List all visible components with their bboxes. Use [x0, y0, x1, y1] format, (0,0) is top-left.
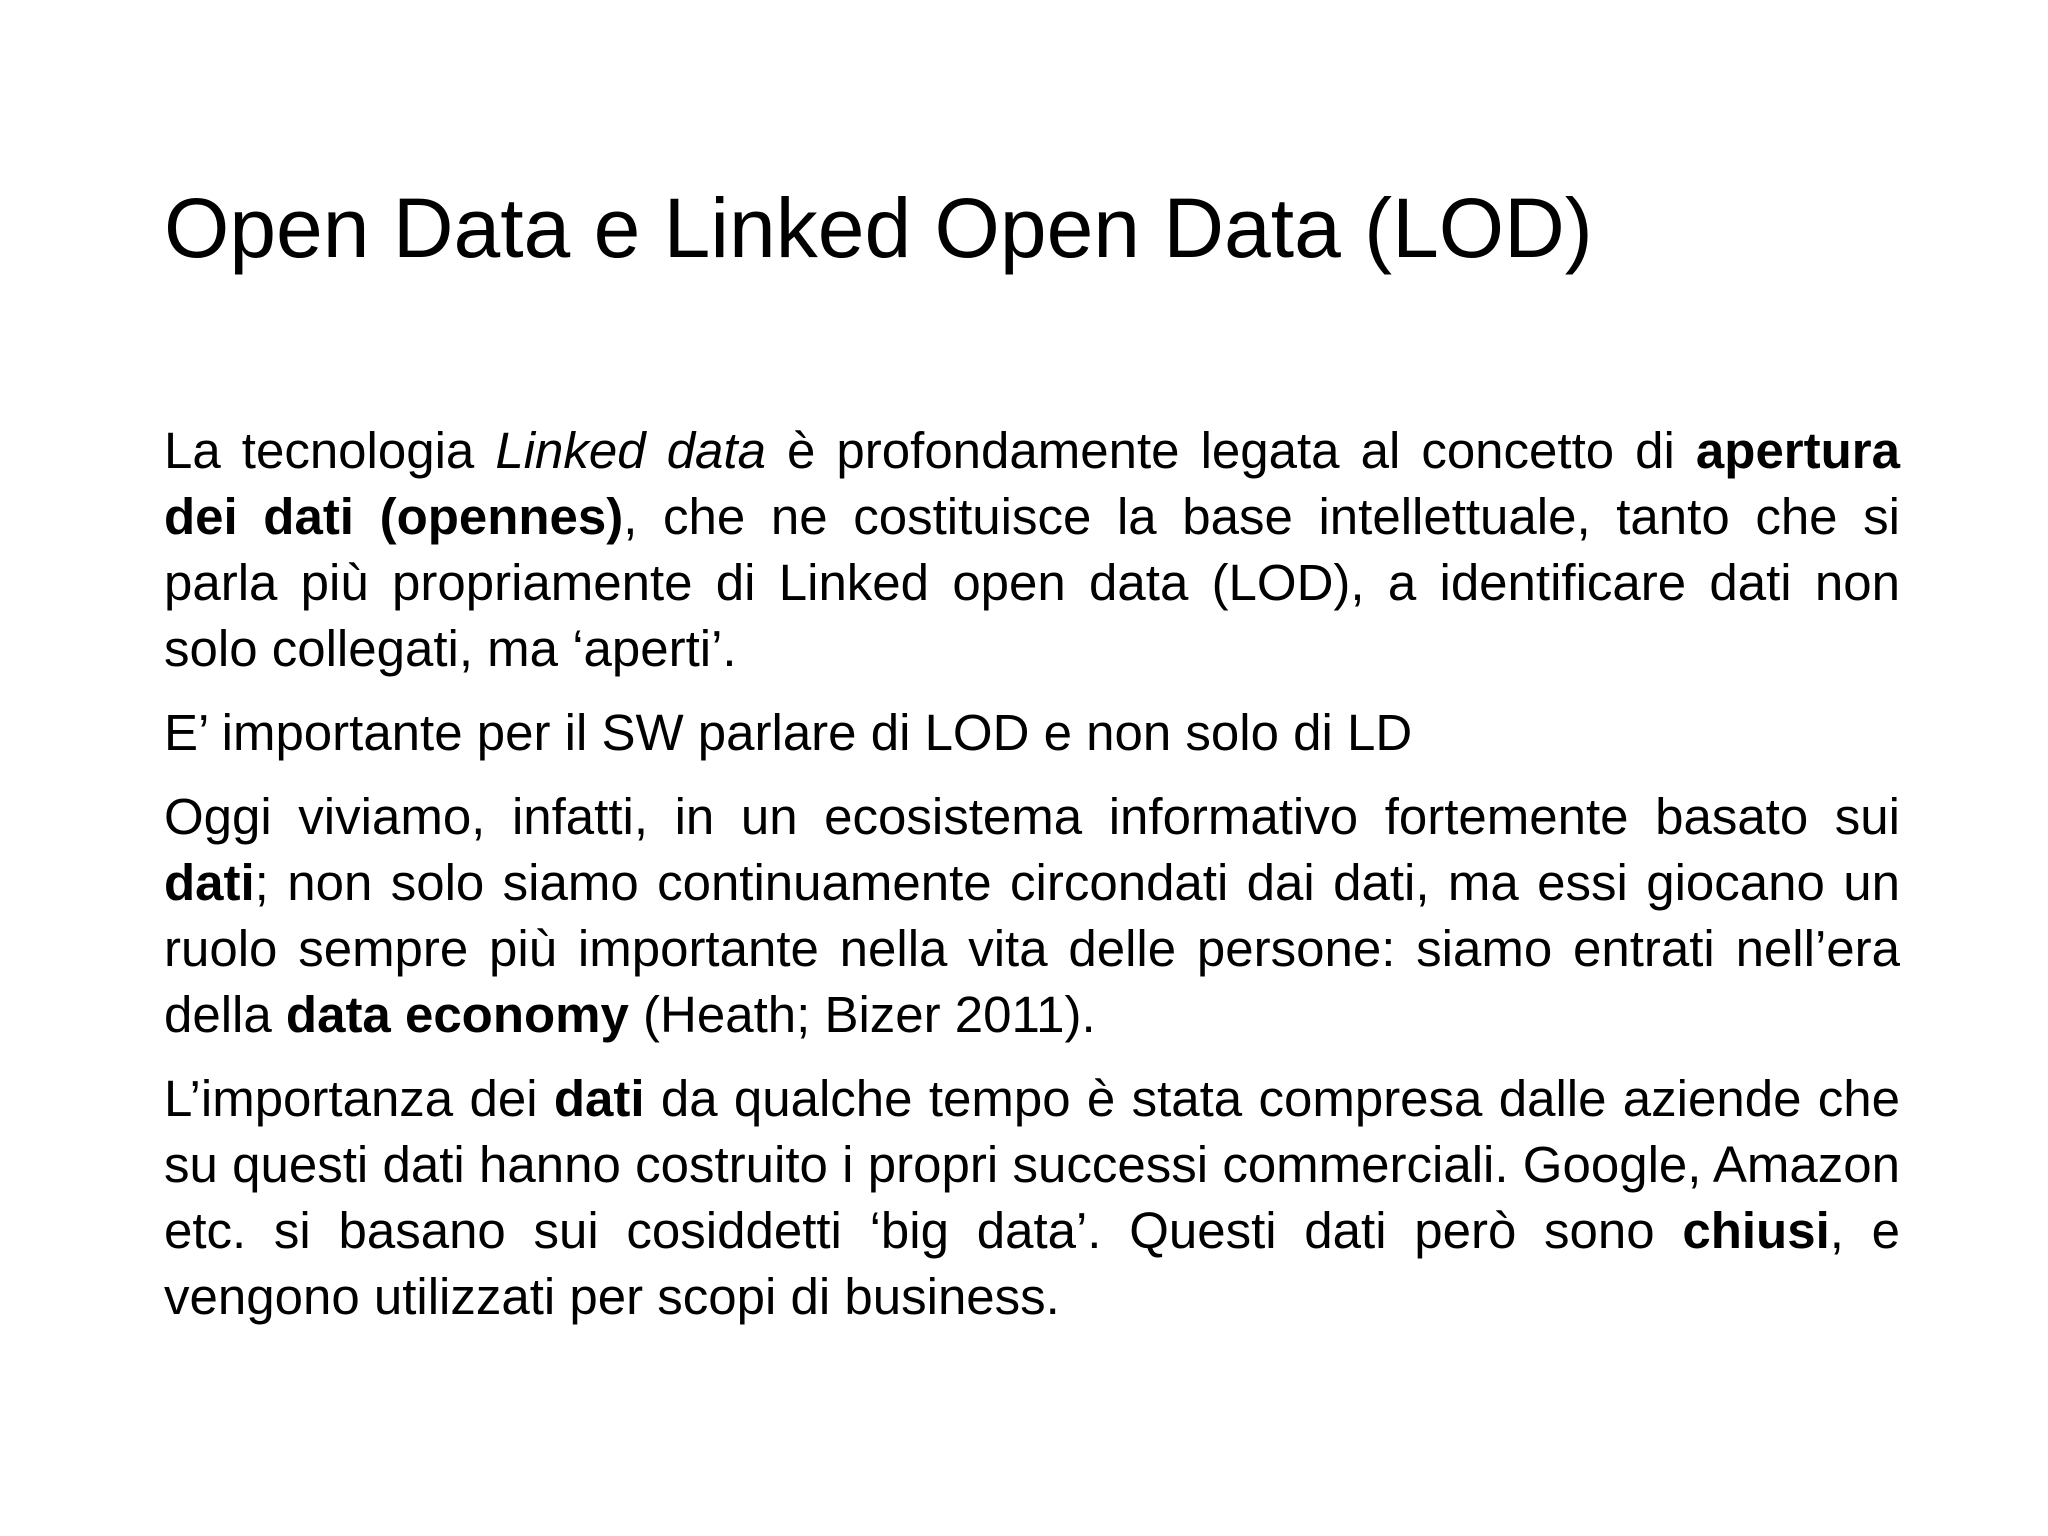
- text-run: è profondamente legata al concetto di: [765, 422, 1696, 479]
- text-run: , e vengono utilizzati per scopi di business.: [164, 1202, 1901, 1325]
- bold-term-chiusi: chiusi: [1682, 1202, 1830, 1259]
- slide-title: Open Data e Linked Open Data (LOD): [164, 181, 1593, 275]
- paragraph-linked-data: [164, 418, 1900, 682]
- bold-term-data-economy: data economy: [285, 986, 629, 1043]
- text-run: La tecnologia: [164, 422, 496, 479]
- text-run: , che ne costituisce la base intellettuale, tanto che si parla più propriamente di Linked open data (LOD), a identificare dati non solo collegati, ma ‘aperti’.: [164, 488, 1900, 677]
- italic-term-linked-data: Linked data: [495, 422, 766, 479]
- bold-term-apertura-dei-dati: apertura dei dati (opennes): [164, 422, 1900, 545]
- bold-term-dati: dati: [164, 854, 255, 911]
- paragraph-big-data: [164, 1066, 1900, 1330]
- paragraph-data-economy: [164, 784, 1900, 1048]
- slide-body: [164, 418, 1900, 1348]
- bold-term-dati: dati: [553, 1070, 645, 1127]
- paragraph-lod-importance: E’ importante per il SW parlare di LOD e non solo di LD: [164, 704, 1413, 761]
- text-run: Oggi viviamo, infatti, in un ecosistema informativo fortemente basato sui: [164, 788, 1900, 845]
- text-run: (Heath; Bizer 2011).: [628, 986, 1096, 1043]
- text-run: da qualche tempo è stata compresa dalle aziende che su questi dati hanno costruito i propri successi commerciali. Google, Amazon etc. si basano sui cosiddetti ‘big data’. Questi dati però sono: [164, 1070, 1900, 1259]
- text-run: L’importanza dei: [164, 1070, 554, 1127]
- text-run: ; non solo siamo continuamente circondati dai dati, ma essi giocano un ruolo sempre più importante nella vita delle persone: siamo entrati nell’era della: [164, 854, 1900, 1043]
